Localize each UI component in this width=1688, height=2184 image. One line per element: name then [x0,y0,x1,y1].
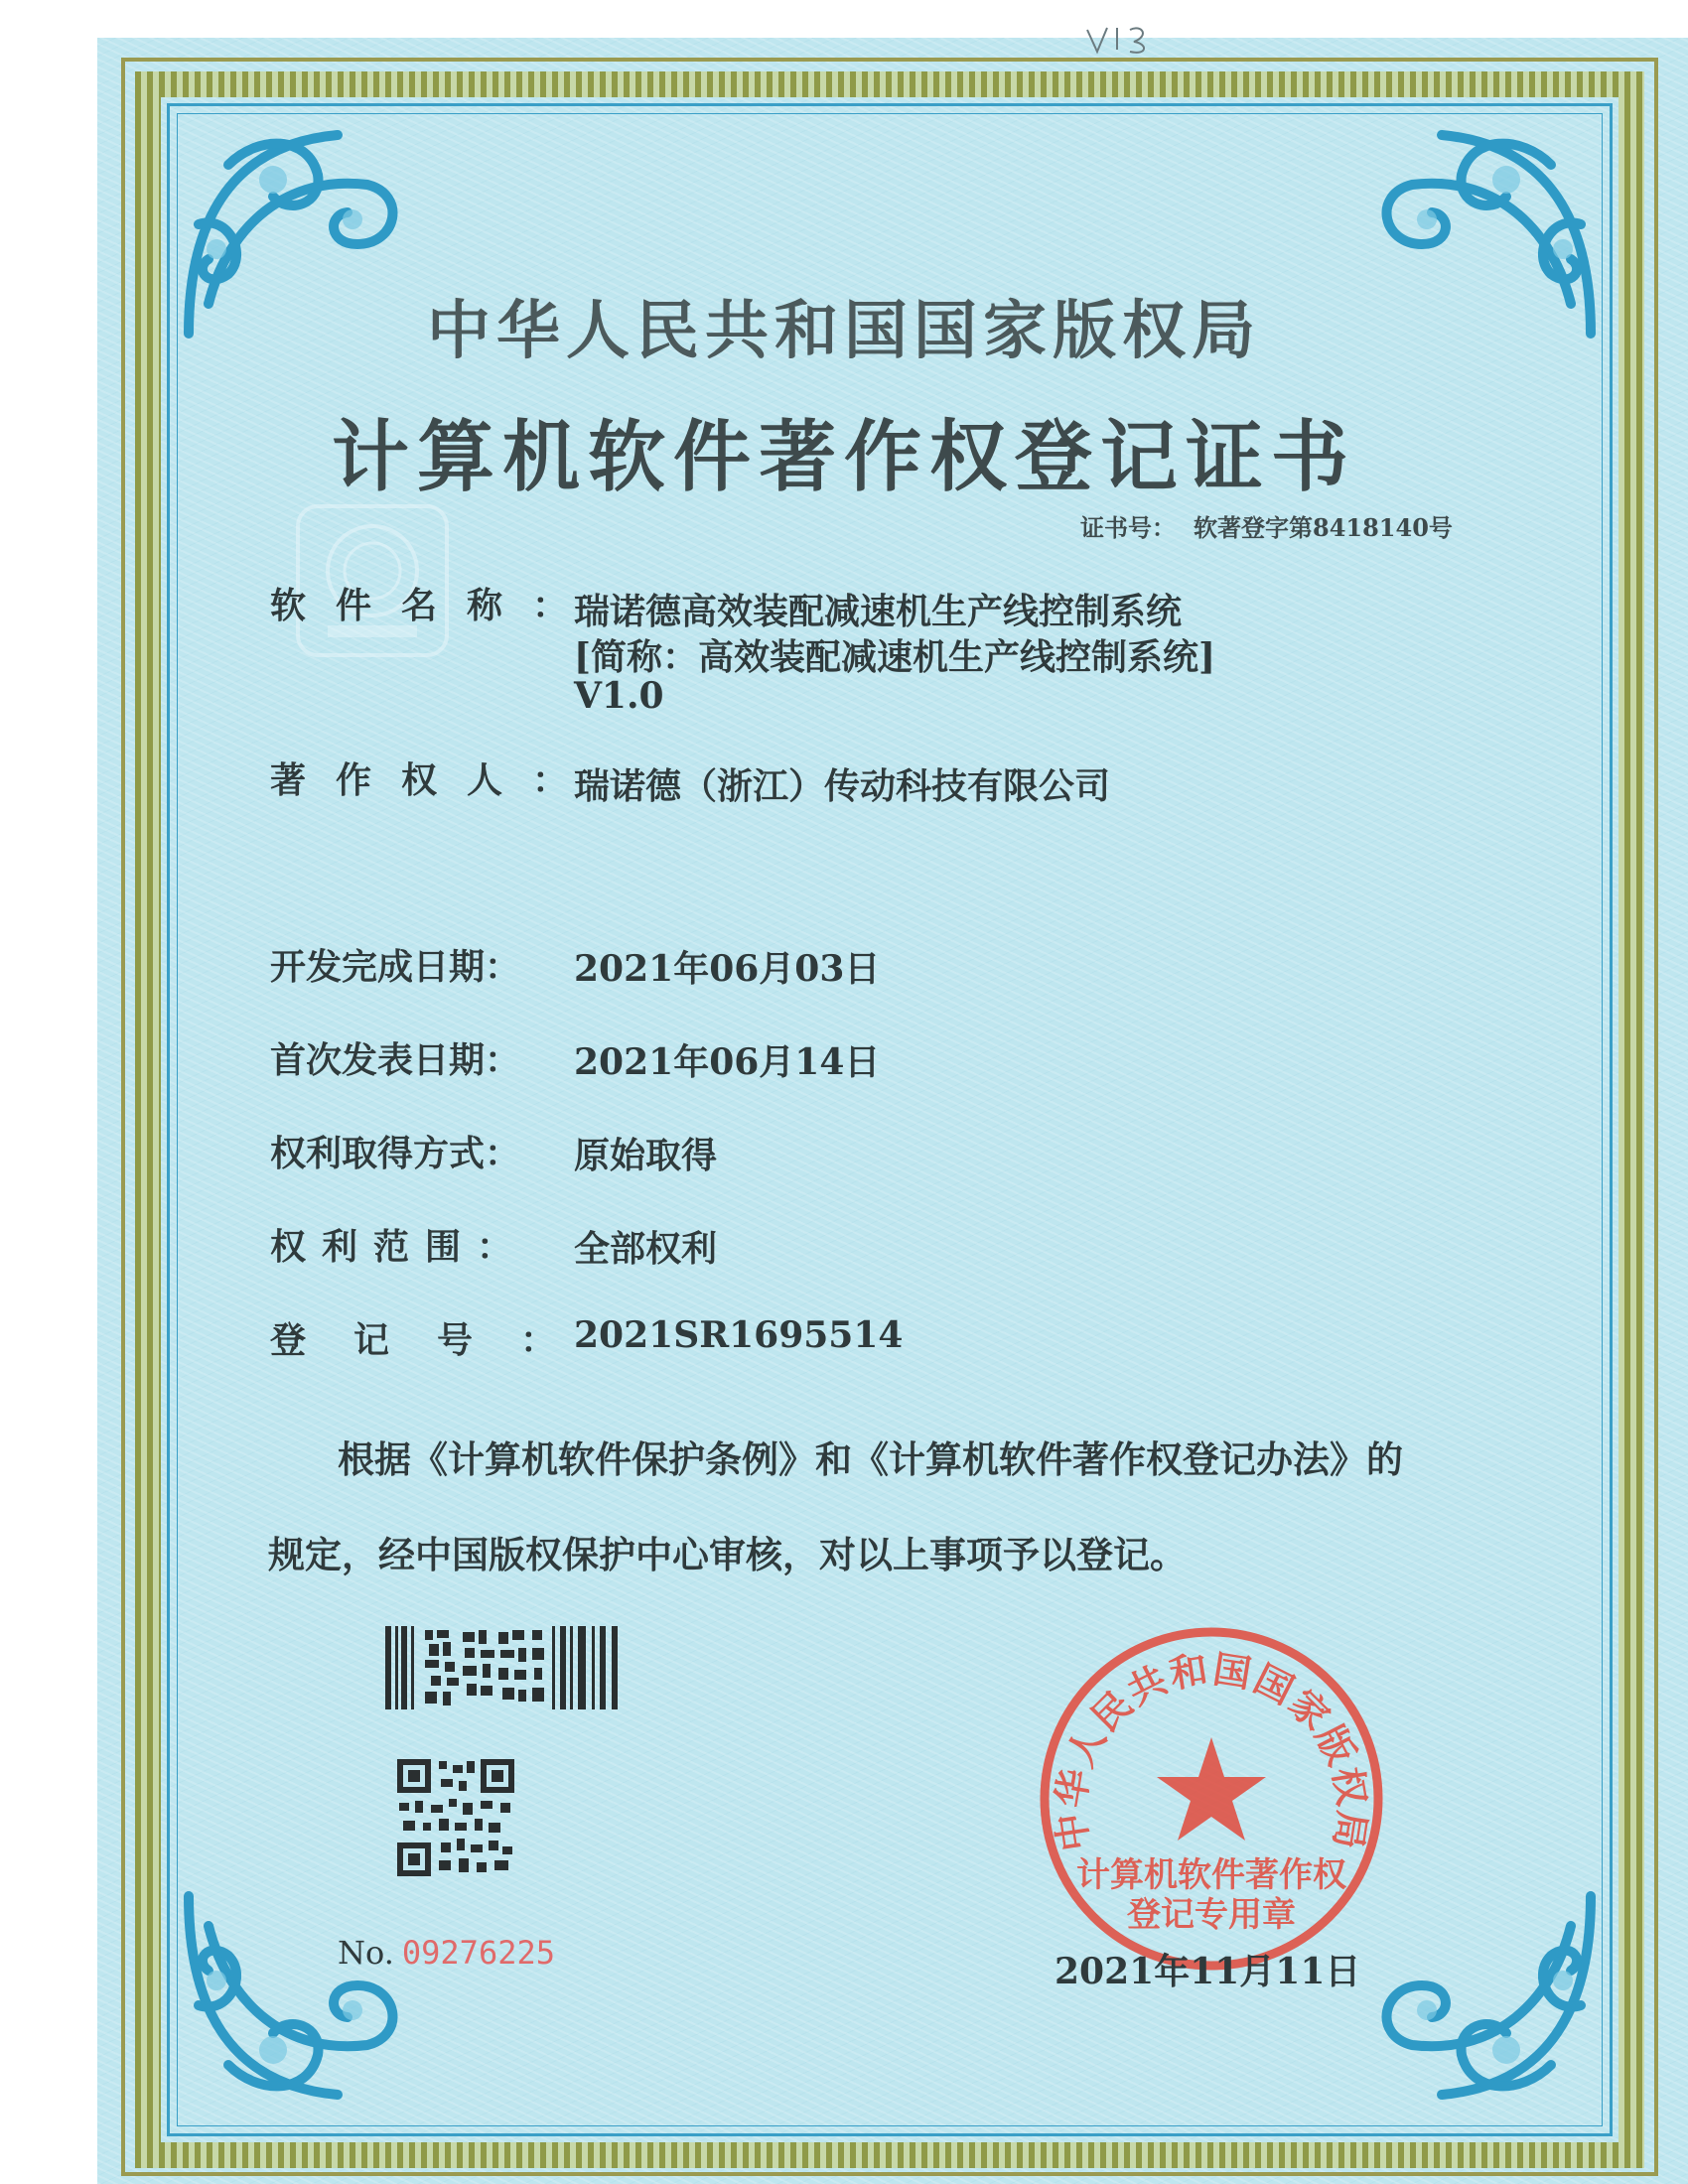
barcode [385,1626,620,1709]
seal-ring-text: 中华人民共和国国家版权局 [1047,1646,1376,1854]
handwritten-mark [1082,20,1162,60]
official-seal [1033,1620,1390,1978]
completion-date-value: 2021年06月03日 [574,948,881,990]
rights-scope-label: 权利范围： [270,1226,529,1268]
copyright-owner-value: 瑞诺德（浙江）传动科技有限公司 [574,765,1111,807]
seal-center-line1: 计算机软件著作权 [1076,1855,1346,1895]
certificate-title: 计算机软件著作权登记证书 [331,412,1356,502]
statement-line1: 根据《计算机软件保护条例》和《计算机软件著作权登记办法》的 [338,1437,1403,1481]
software-name-line1: 瑞诺德高效装配减速机生产线控制系统 [574,591,1183,632]
certificate-number-value: 软著登字第8418140号 [1194,513,1453,542]
issue-date: 2021年11月11日 [1055,1951,1361,1992]
acquisition-method-label: 权利取得方式： [270,1133,521,1174]
first-publication-date-label: 首次发表日期： [270,1039,521,1081]
statement-line2: 规定，经中国版权保护中心审核，对以上事项予以登记。 [268,1533,1187,1576]
rights-scope-value: 全部权利 [574,1228,718,1270]
seal-center-line2: 登记专用章 [1127,1895,1296,1935]
software-name-line2: [简称：高效装配减速机生产线控制系统] [574,636,1216,678]
registration-no-label: 登记号： [270,1319,605,1361]
serial-number-value: 09276225 [401,1934,555,1972]
certificate-number [1080,508,1471,543]
software-name-version: V1.0 [574,675,664,717]
corner-ornament-bottom-left [169,1876,417,2124]
serial-number [338,1934,555,1972]
seal-star-icon [1157,1737,1266,1841]
first-publication-date-value: 2021年06月14日 [574,1041,881,1083]
completion-date-label: 开发完成日期： [270,946,521,988]
copyright-owner-label: 著作权人： [270,759,599,801]
qr-code [397,1759,514,1876]
serial-prefix: No. [338,1934,394,1972]
certificate-number-label: 证书号： [1080,513,1176,542]
software-name-label: 软件名称： [270,585,599,626]
registration-no-value: 2021SR1695514 [574,1314,904,1356]
acquisition-method-value: 原始取得 [574,1135,718,1176]
corner-ornament-bottom-right [1362,1876,1611,2124]
authority-title: 中华人民共和国国家版权局 [427,294,1261,368]
